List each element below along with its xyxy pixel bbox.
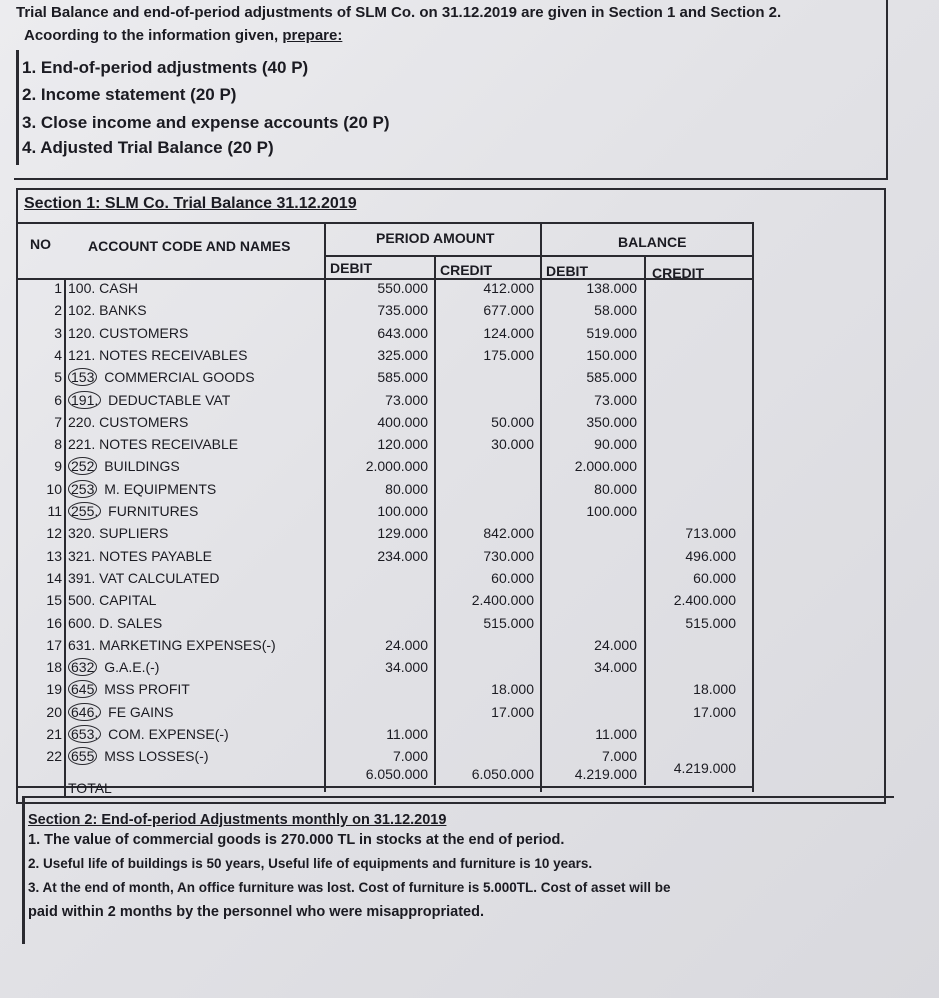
col-no-header: NO: [30, 236, 51, 252]
instructions-line: [24, 27, 342, 44]
period-debit: 129.000: [377, 525, 428, 542]
balance-debit: 24.000: [594, 636, 637, 653]
account-code: 255.: [68, 502, 101, 520]
instructions-prepare: prepare:: [282, 27, 343, 44]
account-name: NOTES PAYABLE: [99, 547, 212, 564]
account-code: 321.: [68, 547, 96, 564]
account-code: 631.: [68, 636, 96, 653]
total-period-debit: 6.050.000: [365, 766, 428, 782]
account-code: 102.: [68, 302, 96, 319]
adjustment-1: 1. The value of commercial goods is 270.000 TL in stocks at the end of period.: [28, 832, 565, 848]
account-cell: [68, 414, 188, 430]
account-code: 120.: [68, 324, 96, 341]
period-debit: 325.000: [377, 346, 428, 363]
account-name: D. SALES: [99, 614, 163, 631]
account-cell: [68, 704, 174, 720]
period-credit: 50.000: [491, 413, 534, 430]
left-margin-bar: [16, 50, 19, 165]
row-number: 19: [46, 681, 62, 698]
account-code: 191.: [68, 391, 101, 409]
period-credit: 17.000: [491, 703, 534, 720]
row-number: 10: [46, 480, 62, 497]
section1-title: Section 1: SLM Co. Trial Balance 31.12.2019: [24, 195, 357, 212]
balance-debit: 58.000: [594, 302, 637, 319]
table-row: [0, 525, 760, 547]
period-debit: 73.000: [385, 391, 428, 408]
balance-debit: 100.000: [586, 503, 637, 519]
balance-debit: 90.000: [594, 436, 637, 453]
col-period-credit-header: CREDIT: [440, 262, 493, 278]
table-row: [0, 704, 760, 726]
balance-credit: 515.000: [685, 614, 736, 631]
table-row: [0, 458, 760, 480]
balance-credit: 496.000: [685, 547, 736, 564]
row-number: 2: [54, 302, 62, 319]
account-code: 653.: [68, 725, 101, 743]
task-2: 2. Income statement (20 P): [22, 85, 237, 104]
account-code: 632: [68, 658, 97, 676]
account-cell: [68, 302, 147, 318]
row-number: 8: [54, 436, 62, 453]
row-number: 5: [54, 369, 62, 386]
balance-debit: 138.000: [586, 280, 637, 296]
account-code: 600.: [68, 614, 96, 631]
task-4: 4. Adjusted Trial Balance (20 P): [22, 138, 274, 157]
account-code: 391.: [68, 569, 96, 586]
period-credit: 677.000: [483, 302, 534, 319]
account-name: COM. EXPENSE(-): [108, 726, 229, 742]
table-row: [0, 615, 760, 637]
document-title: Trial Balance and end-of-period adjustments of SLM Co. on 31.12.2019 are given in Section 1 and Section 2.: [16, 4, 782, 21]
table-row: [0, 592, 760, 614]
col-balance-header: BALANCE: [618, 234, 687, 250]
row-number: 1: [54, 280, 62, 296]
row-number: 20: [46, 703, 62, 720]
account-name: NOTES RECEIVABLES: [99, 346, 248, 363]
col-balance-debit-header: DEBIT: [546, 263, 588, 279]
period-credit: 842.000: [483, 525, 534, 542]
account-code: 100.: [68, 280, 96, 296]
account-cell: [68, 458, 180, 474]
account-name: G.A.E.(-): [104, 659, 160, 676]
col-balance-credit-header: CREDIT: [652, 265, 705, 281]
balance-debit: 150.000: [586, 346, 637, 363]
table-row: [0, 681, 760, 703]
account-name: SUPLIERS: [99, 525, 169, 542]
account-cell: [68, 570, 219, 586]
total-balance-credit: 4.219.000: [673, 760, 736, 776]
balance-debit: 2.000.000: [574, 458, 637, 475]
period-credit: 124.000: [483, 324, 534, 341]
table-row: [0, 481, 760, 503]
account-code: 252: [68, 457, 97, 475]
account-code: 500.: [68, 592, 96, 609]
balance-credit: 60.000: [693, 569, 736, 586]
period-debit: 585.000: [377, 369, 428, 386]
account-code: 221.: [68, 436, 96, 453]
account-name: COMMERCIAL GOODS: [104, 369, 255, 386]
account-code: 121.: [68, 346, 96, 363]
table-row: [0, 548, 760, 570]
total-period-credit: 6.050.000: [471, 766, 534, 782]
balance-debit: 80.000: [594, 480, 637, 497]
row-number: 15: [46, 592, 62, 609]
account-name: VAT CALCULATED: [99, 569, 220, 586]
row-number: 7: [54, 413, 62, 430]
balance-debit: 11.000: [595, 726, 637, 742]
row-number: 14: [46, 569, 62, 586]
balance-credit: 18.000: [693, 681, 736, 698]
account-name: M. EQUIPMENTS: [104, 480, 217, 497]
table-row: [0, 369, 760, 391]
row-number: 22: [46, 748, 62, 765]
balance-credit: 713.000: [685, 525, 736, 542]
account-name: MSS LOSSES(-): [104, 748, 209, 765]
account-cell: [68, 659, 159, 675]
balance-credit: 2.400.000: [673, 592, 736, 609]
period-credit: 730.000: [483, 547, 534, 564]
row-number: 21: [46, 726, 62, 742]
balance-debit: 7.000: [601, 748, 637, 765]
table-row: [0, 414, 760, 436]
balance-debit: 519.000: [586, 324, 637, 341]
period-credit: 18.000: [491, 681, 534, 698]
col-period-header: PERIOD AMOUNT: [376, 230, 495, 246]
account-cell: [68, 615, 162, 631]
table-row: [0, 280, 760, 302]
account-name: BANKS: [99, 302, 147, 319]
period-debit: 11.000: [386, 726, 428, 742]
period-debit: 24.000: [385, 636, 428, 653]
period-debit: 34.000: [385, 659, 428, 676]
table-row: [0, 503, 760, 525]
account-code: 655: [68, 747, 97, 765]
account-code: 253: [68, 480, 97, 498]
grid-line: [324, 255, 754, 257]
row-number: 9: [54, 458, 62, 475]
section2-title: Section 2: End-of-period Adjustments monthly on 31.12.2019: [28, 812, 447, 828]
col-period-debit-header: DEBIT: [330, 260, 372, 276]
account-name: FURNITURES: [108, 503, 199, 519]
account-cell: [68, 592, 156, 608]
account-cell: [68, 392, 230, 408]
account-cell: [68, 280, 138, 296]
balance-debit: 585.000: [586, 369, 637, 386]
period-debit: 234.000: [377, 547, 428, 564]
grid-line: [18, 222, 754, 224]
balance-debit: 350.000: [586, 413, 637, 430]
account-name: FE GAINS: [108, 703, 174, 720]
row-number: 18: [46, 659, 62, 676]
account-code: 645: [68, 680, 97, 698]
account-cell: [68, 681, 190, 697]
period-credit: 515.000: [483, 614, 534, 631]
period-credit: 175.000: [483, 346, 534, 363]
period-debit: 550.000: [377, 280, 428, 296]
adjustment-3: 3. At the end of month, An office furniture was lost. Cost of furniture is 5.000TL. Cost of asset will be: [28, 880, 671, 895]
account-cell: [68, 726, 229, 742]
row-number: 6: [54, 391, 62, 408]
balance-debit: 34.000: [594, 659, 637, 676]
account-cell: [68, 503, 198, 519]
account-cell: [68, 481, 216, 497]
row-number: 17: [46, 636, 62, 653]
account-code: 646.: [68, 703, 101, 721]
table-row: [0, 392, 760, 414]
row-number: 16: [46, 614, 62, 631]
adjustment-2: 2. Useful life of buildings is 50 years, Useful life of equipments and furniture is 10 years.: [28, 856, 593, 871]
period-debit: 735.000: [377, 302, 428, 319]
balance-credit: 17.000: [693, 703, 736, 720]
account-cell: [68, 325, 188, 341]
row-number: 11: [47, 503, 62, 519]
account-name: CUSTOMERS: [99, 413, 189, 430]
task-3: 3. Close income and expense accounts (20 P): [22, 113, 390, 132]
total-label: TOTAL: [68, 780, 112, 796]
account-cell: [68, 436, 238, 452]
period-credit: 60.000: [491, 569, 534, 586]
period-credit: 2.400.000: [471, 592, 534, 609]
table-row: [0, 637, 760, 659]
table-row: [0, 726, 760, 748]
period-debit: 80.000: [385, 480, 428, 497]
total-balance-debit: 4.219.000: [574, 766, 637, 782]
period-debit: 120.000: [377, 436, 428, 453]
account-code: 153: [68, 368, 97, 386]
account-cell: [68, 369, 255, 385]
account-name: NOTES RECEIVABLE: [99, 436, 239, 453]
account-name: MARKETING EXPENSES(-): [99, 636, 276, 653]
totals-row: [0, 760, 760, 788]
col-account-header: ACCOUNT CODE AND NAMES: [88, 238, 291, 254]
account-cell: [68, 637, 276, 653]
account-name: CAPITAL: [99, 592, 157, 609]
row-number: 4: [54, 346, 62, 363]
account-name: CUSTOMERS: [99, 324, 189, 341]
period-debit: 100.000: [377, 503, 428, 519]
adjustment-3-cont: paid within 2 months by the personnel who were misappropriated.: [28, 904, 485, 920]
balance-debit: 73.000: [594, 391, 637, 408]
account-name: CASH: [99, 280, 139, 296]
row-number: 3: [54, 324, 62, 341]
account-cell: [68, 347, 247, 363]
table-row: [0, 570, 760, 592]
row-number: 12: [46, 525, 62, 542]
account-name: DEDUCTABLE VAT: [108, 391, 231, 408]
table-row: [0, 436, 760, 458]
table-row: [0, 325, 760, 347]
period-debit: 643.000: [377, 324, 428, 341]
table-row: [0, 347, 760, 369]
account-cell: [68, 748, 209, 764]
period-debit: 400.000: [377, 413, 428, 430]
account-code: 220.: [68, 413, 96, 430]
period-credit: 412.000: [483, 280, 534, 296]
period-credit: 30.000: [491, 436, 534, 453]
account-cell: [68, 525, 168, 541]
account-name: MSS PROFIT: [104, 681, 190, 698]
period-debit: 2.000.000: [365, 458, 428, 475]
row-number: 13: [46, 547, 62, 564]
table-row: [0, 659, 760, 681]
task-1: 1. End-of-period adjustments (40 P): [22, 58, 309, 77]
account-code: 320.: [68, 525, 96, 542]
instructions-prefix: Acoording to the information given,: [24, 27, 283, 44]
account-cell: [68, 548, 212, 564]
table-row: [0, 302, 760, 324]
account-name: BUILDINGS: [104, 458, 180, 475]
period-debit: 7.000: [392, 748, 428, 765]
